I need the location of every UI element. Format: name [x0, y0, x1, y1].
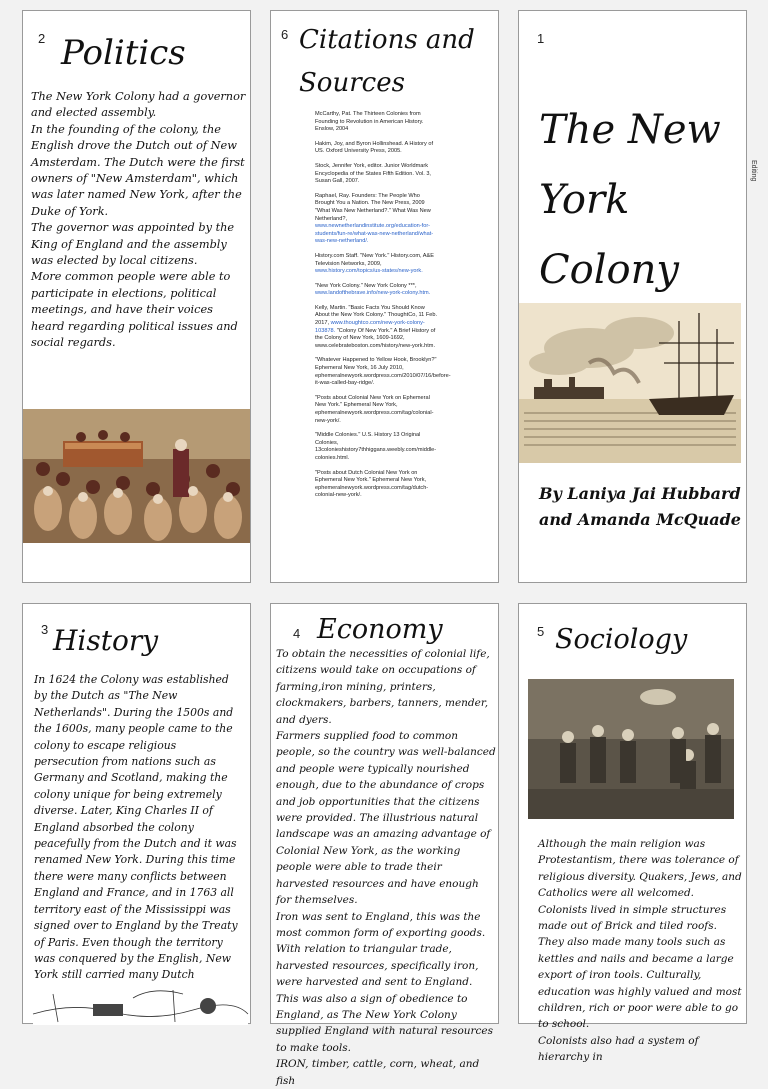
paragraph: Although the main religion was Protestantism, there was tolerance of religious diversity. Quakers, Jews, and Catholics were all welcomed. [538, 838, 742, 900]
citation-entry: Stock, Jennifer York, editor. Junior Worldmark Encyclopedia of the States Fifth Edition. Vol. 3, Susan Gall, 2007. [315, 162, 431, 185]
section-title: Citations and Sources [299, 25, 475, 98]
cover-title-line: The New [539, 107, 721, 153]
citations-panel [270, 10, 499, 583]
history-panel [22, 603, 251, 1024]
history-illustration [33, 984, 248, 1025]
paragraph: To obtain the necessities of colonial life, citizens would take on occupations of farming,iron mining, printers, clockmakers, barbers, tanners, mender, and dyers. [276, 648, 490, 726]
harbor-engraving-image [33, 984, 248, 1025]
citation-entry: Kelly, Martin. "Basic Facts You Should Know About the New York Colony." ThoughtCo, 11 Feb. 2017, www.thoughtco.com/new-york-colony-103878. "Colony Of New York." A Brief History of the Colony of New York, 1609-1692, www.celebrateboston.com/history/new-york.htm. [315, 304, 438, 349]
cover-panel [518, 10, 747, 583]
page-number: 3 [41, 622, 49, 637]
tavern-engraving-image [528, 679, 734, 819]
paragraph: The New York Colony had a governor and elected assembly. [31, 90, 246, 120]
citation-entry: "New York Colony." New York Colony ***, www.landofthebrave.info/new-york-colony.htm. [315, 282, 431, 297]
sociology-text [538, 836, 746, 1066]
page-number: 2 [38, 31, 46, 46]
paragraph: Colonists also had a system of hierarchy in [538, 1034, 699, 1064]
paragraph: Farmers supplied food to common people, so the country was well-balanced and people were typically nourished enough, due to the abundance of crops and job opportunities that the citizens were provided. The illustrious natural landscape was an amazing advantage of Colonial New York, as the working people were able to trade their harvested resources and have enough for themselves. [276, 730, 496, 907]
ship-illustration [519, 303, 741, 463]
paragraph: More common people were able to participate in elections, political meetings, and have their voices heard regarding political issues and social regards. [31, 270, 238, 350]
cover-title-line: Colony [539, 247, 679, 293]
citation-entry: "Posts about Dutch Colonial New York on Ephemeral New York." Ephemeral New York, ephemeralnewyork.wordpress.com/tag/dutch-colonial-new-york/. [315, 469, 429, 499]
paragraph: Colonists lived in simple structures made out of Brick and tiled roofs. [538, 903, 727, 933]
page-number: 6 [281, 27, 289, 42]
citation-link[interactable]: www.thoughtco.com/new-york-colony-103878. [315, 320, 425, 334]
citation-entry: "Middle Colonies." U.S. History 13 Original Colonies, 13colonieshistory7thhiggans.weebly.com/middle-colonies.html. [315, 432, 437, 461]
citation-entry: "Whatever Happened to Yellow Hook, Brooklyn?" Ephemeral New York, 16 July 2010, ephemeralnewyork.wordpress.com/2010/07/16/before-it-was-called-bay-ridge/. [315, 357, 451, 387]
citation-entry: "Posts about Colonial New York on Ephemeral New York." Ephemeral New York, ephemeralnewyork.wordpress.com/tag/colonial-new-york/. [315, 394, 434, 424]
paragraph: They also made many tools such as kettles and nails and became a large export of iron tools. Culturally, education was highly valued and most children, rich or poor were able to go to school. [538, 936, 742, 1031]
politics-panel [22, 10, 251, 583]
economy-text [276, 646, 496, 1089]
page-number: 1 [537, 31, 545, 46]
citation-link[interactable]: www.history.com/topics/us-states/new-york. [315, 268, 423, 275]
citation-entry: Hakim, Joy, and Byron Hollinshead. A History of US. Oxford University Press, 2005. [315, 140, 434, 155]
assembly-engraving-image [23, 409, 250, 543]
citation-entry: McCarthy, Pat. The Thirteen Colonies from Founding to Revolution in American History. Enslow, 2004 [315, 111, 424, 133]
citation-entry: History.com Staff. "New York." History.com, A&E Television Networks, 2009, www.history.com/topics/us-states/new-york. [315, 252, 434, 275]
cover-authors [539, 481, 741, 533]
sociology-illustration [528, 679, 734, 819]
citation-list [315, 111, 451, 507]
page-number: 4 [293, 626, 301, 641]
paragraph: In the founding of the colony, the English drove the Dutch out of New Amsterdam. The Dutch were the first owners of "New Amsterdam", which was later named New York, after the Duke of York. [31, 122, 245, 218]
history-text: In 1624 the Colony was established by the Dutch as "The New Netherlands". During the 1500s and the 1600s, many people came to the colony to escape religious persecution from nations such as Germany and Scotland, making the colony unique for being extremely diverse. Later, King Charles II of England absorbed the colony peacefully from the Dutch and it was renamed New York. During this time there were many conflicts between England and France, and in 1763 all territory east of the Mississippi was signed over to England by the Treaty of Paris. Even though the territory was conquered by the English, New York still carried many Dutch [34, 673, 238, 982]
assembly-illustration [23, 409, 250, 543]
page-number: 5 [537, 624, 545, 639]
citation-link[interactable]: www.newnetherlandinstitute.org/education-for-students/fun-re/what-was-new-netherland/what-was-new-netherland/. [315, 223, 434, 245]
section-title: Sociology [555, 624, 688, 655]
sociology-panel [518, 603, 747, 1064]
section-title: History [53, 624, 159, 657]
paragraph: Iron was sent to England, this was the most common form of exporting goods. With relation to triangular trade, harvested resources, specifically iron, were harvested and sent to England. This was also a sign of obedience to England, as The New York Colony supplied England with natural resources to make tools. [276, 910, 494, 1054]
editing-label: Editing [750, 160, 757, 182]
economy-panel [270, 603, 499, 1087]
politics-text [31, 89, 247, 352]
citation-link[interactable]: www.landofthebrave.info/new-york-colony.htm. [315, 290, 431, 297]
section-title: Economy [317, 614, 443, 645]
author-line: By Laniya Jai Hubbard [539, 484, 741, 503]
paragraph: IRON, timber, cattle, corn, wheat, and fish [276, 1058, 480, 1087]
author-line: and Amanda McQuade [539, 510, 741, 529]
section-title: Politics [61, 33, 186, 73]
citation-entry: Raphael, Ray. Founders: The People Who Brought You a Nation. The New Press, 2009 "What Was New Netherland?." What Was New Netherland?, www.newnetherlandinstitute.org/education-for-students/fun-re/what-was-new-netherland/what-was-new-netherland/. [315, 192, 434, 245]
ship-engraving-image [519, 303, 741, 463]
cover-title [539, 95, 721, 305]
cover-title-line: York [539, 177, 630, 223]
paragraph: The governor was appointed by the King of England and the assembly was elected by local citizens. [31, 221, 235, 268]
